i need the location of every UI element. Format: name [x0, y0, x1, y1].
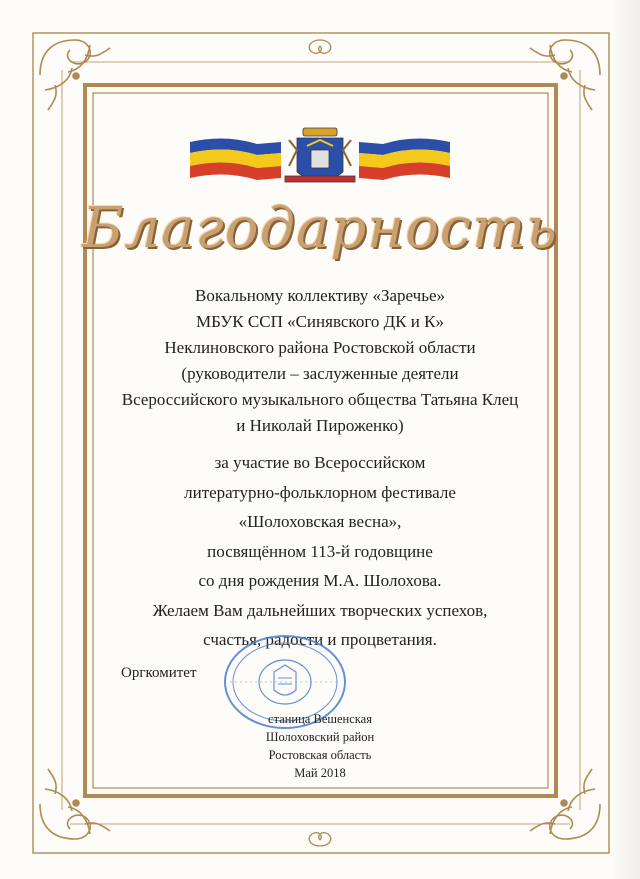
place-and-date-block [220, 710, 420, 782]
recipient-line: Вокальному коллективу «Заречье» [194, 286, 446, 305]
recipient-line: МБУК ССП «Синявского ДК и К» [195, 312, 444, 331]
reason-line: «Шолоховская весна», [238, 512, 402, 531]
place-line: Ростовская область [268, 748, 372, 762]
certificate-title: Благодарность [82, 196, 558, 261]
flag-right [359, 138, 450, 180]
recipient-line: и Николай Пироженко) [236, 416, 404, 435]
reason-line: счастья, радости и процветания. [203, 630, 437, 649]
organizing-committee-label: Оргкомитет [121, 665, 197, 681]
reason-line: посвящённом 113-й годовщине [207, 541, 433, 561]
flag-left [190, 138, 281, 180]
shield [285, 128, 355, 182]
reason-line: Желаем Вам дальнейших творческих успехов, [152, 600, 488, 620]
recipient-line: Неклиновского района Ростовской области [164, 338, 476, 357]
coat-of-arms-with-flags [185, 120, 455, 195]
place-line: станица Вешенская [268, 712, 372, 726]
reason-line: со дня рождения М.А. Шолохова. [198, 571, 442, 590]
place-line: Шолоховский район [265, 730, 375, 744]
date-line: Май 2018 [294, 766, 346, 780]
recipient-line: (руководители – заслуженные деятели [181, 364, 459, 383]
reason-line: за участие во Всероссийском [214, 453, 426, 472]
reason-line: литературно-фольклорном фестивале [184, 482, 456, 502]
recipient-block [90, 283, 550, 439]
reason-block [90, 448, 550, 655]
recipient-line: Всероссийского музыкального общества Татьяна Клец [121, 390, 519, 409]
